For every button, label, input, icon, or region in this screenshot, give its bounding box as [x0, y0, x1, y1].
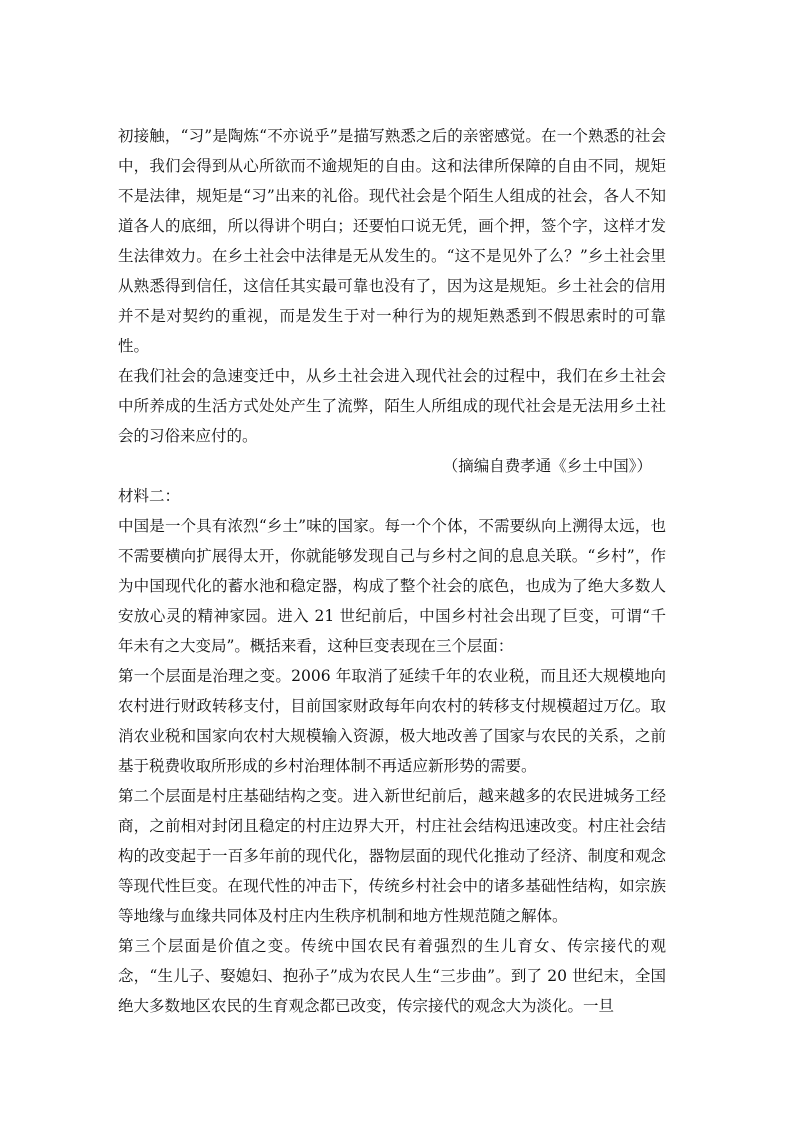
paragraph-2: 在我们社会的急速变迁中，从乡土社会进入现代社会的过程中，我们在乡土社会中所养成的生活方式处处产生了流弊，陌生人所组成的现代社会是无法用乡土社会的习俗来应付的。	[118, 367, 666, 445]
source-citation: （摘编自费孝通《乡土中国》）	[442, 457, 652, 475]
paragraph-6: 第三个层面是价值之变。传统中国农民有着强烈的生儿育女、传宗接代的观念，“生儿子、娶媳妇、抱孙子”成为农民人生“三步曲”。到了 20 世纪末，全国绝大多数地区农民的生育观念都已改变，传宗接代的观念大为淡化。一旦	[118, 937, 666, 1015]
material-two-label: 材料二：	[118, 487, 181, 505]
paragraph-3: 中国是一个具有浓烈“乡土”味的国家。每一个个体，不需要纵向上溯得太远，也不需要横向扩展得太开，你就能够发现自己与乡村之间的息息关联。“乡村”，作为中国现代化的蓄水池和稳定器，构成了整个社会的底色，也成为了绝大多数人安放心灵的精神家园。进入 21 世纪前后，中国乡村社会出现了巨变，可谓“千年未有之大变局”。概括来看，这种巨变表现在三个层面：	[118, 517, 666, 655]
paragraph-4: 第一个层面是治理之变。2006 年取消了延续千年的农业税，而且还大规模地向农村进行财政转移支付，目前国家财政每年向农村的转移支付规模超过万亿。取消农业税和国家向农村大规模输入资源，极大地改善了国家与农民的关系，之前基于税费收取所形成的乡村治理体制不再适应新形势的需要。	[118, 667, 666, 775]
document-page	[118, 121, 666, 1021]
paragraph-5: 第二个层面是村庄基础结构之变。进入新世纪前后，越来越多的农民进城务工经商，之前相对封闭且稳定的村庄边界大开，村庄社会结构迅速改变。村庄社会结构的改变起于一百多年前的现代化，器物层面的现代化推动了经济、制度和观念等现代性巨变。在现代性的冲击下，传统乡村社会中的诸多基础性结构，如宗族等地缘与血缘共同体及村庄内生秩序机制和地方性规范随之解体。	[118, 787, 666, 925]
paragraph-1: 初接触，“习”是陶炼“不亦说乎”是描写熟悉之后的亲密感觉。在一个熟悉的社会中，我们会得到从心所欲而不逾规矩的自由。这和法律所保障的自由不同，规矩不是法律，规矩是“习”出来的礼俗。现代社会是个陌生人组成的社会，各人不知道各人的底细，所以得讲个明白；还要怕口说无凭，画个押，签个字，这样才发生法律效力。在乡土社会中法律是无从发生的。“这不是见外了么？”乡土社会里从熟悉得到信任，这信任其实最可靠也没有了，因为这是规矩。乡土社会的信用并不是对契约的重视，而是发生于对一种行为的规矩熟悉到不假思索时的可靠性。	[118, 127, 666, 355]
